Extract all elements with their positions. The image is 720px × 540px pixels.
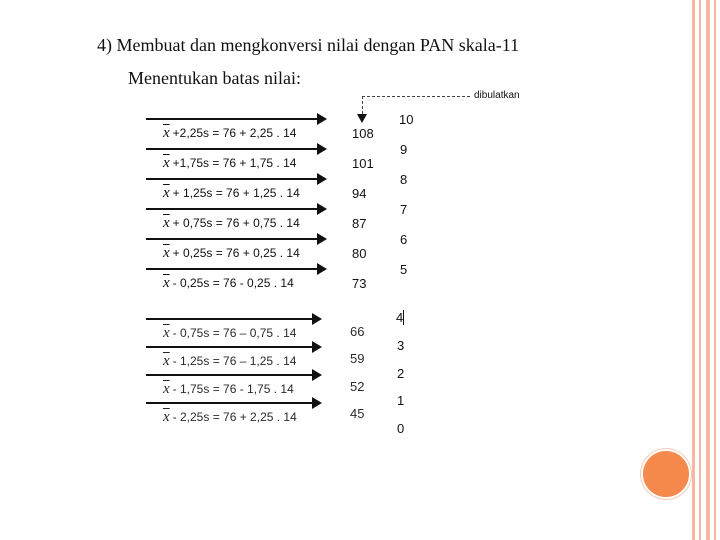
formula-row: [163, 185, 300, 202]
row-arrow-icon: [146, 178, 318, 180]
decorative-circle: [641, 449, 691, 499]
row-arrow-icon: [146, 148, 318, 150]
grade-value: 4: [396, 310, 404, 325]
formula-row: [163, 381, 294, 398]
grade-value: 3: [397, 338, 405, 353]
limit-value: 45: [350, 406, 365, 421]
limit-value: 87: [352, 216, 367, 231]
limit-value: 66: [350, 324, 365, 339]
grade-value: 10: [399, 112, 414, 127]
grade-value: 5: [400, 262, 408, 277]
xbar-symbol: $\overline{x}$: [163, 353, 170, 369]
limit-value: 52: [350, 379, 365, 394]
section-subheading: Menentukan batas nilai:: [128, 68, 301, 88]
rounding-connector-horizontal: [362, 96, 470, 97]
formula-row: [163, 353, 296, 370]
grade-value: 9: [400, 142, 408, 157]
xbar-symbol: $\overline{x}$: [163, 185, 170, 201]
row-arrow-icon: [146, 318, 313, 320]
row-arrow-icon: [146, 238, 318, 240]
xbar-symbol: $\overline{x}$: [163, 155, 170, 171]
xbar-symbol: $\overline{x}$: [163, 381, 170, 397]
limit-value: 73: [352, 276, 367, 291]
frame-line-2: [699, 0, 701, 540]
formula-row: [163, 325, 296, 342]
grade-value: 1: [397, 393, 405, 408]
formula-text: +2,25s = 76 + 2,25 . 14: [172, 126, 297, 140]
limit-value: 59: [350, 351, 365, 366]
text-cursor: [403, 310, 404, 325]
formula-text: - 0,25s = 76 - 0,25 . 14: [172, 276, 294, 290]
formula-text: - 1,75s = 76 - 1,75 . 14: [172, 382, 294, 396]
page-heading: 4) Membuat dan mengkonversi nilai dengan PAN skala-11: [97, 35, 520, 55]
down-arrow-icon: [357, 114, 367, 123]
formula-text: + 1,25s = 76 + 1,25 . 14: [172, 186, 300, 200]
formula-row: [163, 275, 294, 292]
grade-value: 8: [400, 172, 408, 187]
formula-text: +1,75s = 76 + 1,75 . 14: [172, 156, 297, 170]
frame-line-3: [706, 0, 710, 540]
formula-row: [163, 409, 297, 426]
rounding-label: dibulatkan: [474, 90, 520, 101]
grade-value: 2: [397, 366, 405, 381]
formula-text: - 2,25s = 76 + 2,25 . 14: [172, 410, 297, 424]
xbar-symbol: $\overline{x}$: [163, 125, 170, 141]
row-arrow-icon: [146, 118, 318, 120]
xbar-symbol: $\overline{x}$: [163, 215, 170, 231]
row-arrow-icon: [146, 268, 318, 270]
formula-row: [163, 155, 296, 172]
formula-text: + 0,25s = 76 + 0,25 . 14: [172, 246, 300, 260]
formula-text: - 1,25s = 76 – 1,25 . 14: [172, 354, 297, 368]
formula-text: + 0,75s = 76 + 0,75 . 14: [172, 216, 300, 230]
row-arrow-icon: [146, 208, 318, 210]
row-arrow-icon: [146, 374, 313, 376]
grade-value: 0: [397, 421, 405, 436]
xbar-symbol: $\overline{x}$: [163, 325, 170, 341]
formula-row: [163, 125, 296, 142]
limit-value: 101: [352, 156, 374, 171]
xbar-symbol: $\overline{x}$: [163, 409, 170, 425]
row-arrow-icon: [146, 402, 313, 404]
formula-row: [163, 215, 300, 232]
row-arrow-icon: [146, 346, 313, 348]
formula-text: - 0,75s = 76 – 0,75 . 14: [172, 326, 297, 340]
limit-value: 80: [352, 246, 367, 261]
rounding-connector-vertical: [362, 96, 363, 114]
grade-value: 7: [400, 202, 408, 217]
grade-value: 6: [400, 232, 408, 247]
xbar-symbol: $\overline{x}$: [163, 245, 170, 261]
frame-line-4: [714, 0, 716, 540]
frame-line-1: [692, 0, 695, 540]
limit-value: 108: [352, 126, 374, 141]
xbar-symbol: $\overline{x}$: [163, 275, 170, 291]
formula-row: [163, 245, 300, 262]
limit-value: 94: [352, 186, 367, 201]
